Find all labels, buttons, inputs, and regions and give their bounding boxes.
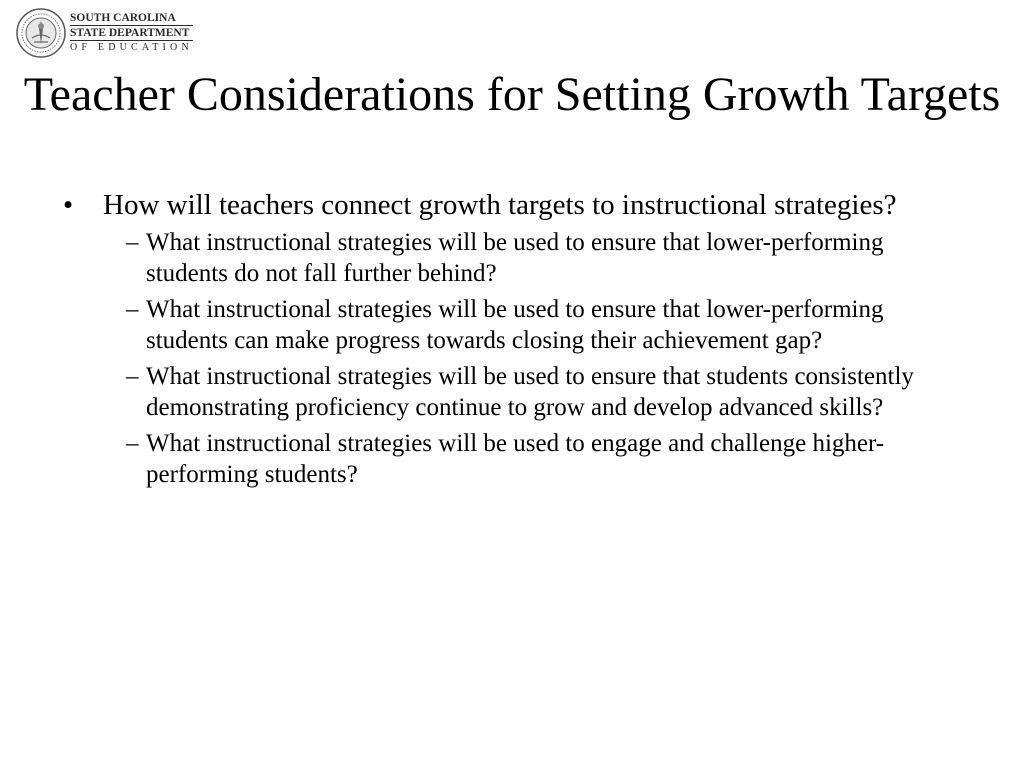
sub-bullet-text: What instructional strategies will be used to ensure that students consistently demonstrating proficiency continue to grow and develop advanced skills? [146,363,914,421]
sub-bullet-text: What instructional strategies will be used to ensure that lower-performing students can make progress towards closing their achievement gap? [146,296,884,354]
slide-title: Teacher Considerations for Setting Growth Targets [23,68,1001,121]
logo-line-2: STATE DEPARTMENT [70,25,193,39]
bullet-marker: • [63,189,74,221]
dash-marker: – [126,296,139,323]
logo-line-3: OF EDUCATION [70,42,193,53]
logo-wordmark [70,12,193,54]
bullet-text: How will teachers connect growth targets to instructional strategies? [103,189,897,221]
sub-bullet-text: What instructional strategies will be used to engage and challenge higher-performing students? [146,430,885,488]
bullet-item [60,188,970,223]
sub-bullet-list [126,227,970,490]
sub-bullet-item [126,428,970,490]
sub-bullet-text: What instructional strategies will be used to ensure that lower-performing students do not fall further behind? [146,229,884,287]
dash-marker: – [126,363,139,390]
sub-bullet-item [126,294,970,356]
dash-marker: – [126,430,139,457]
state-seal-icon [16,8,66,58]
sc-education-logo [16,8,193,58]
logo-line-1: SOUTH CAROLINA [70,12,176,24]
dash-marker: – [126,229,139,256]
slide-body [60,188,970,495]
sub-bullet-item [126,361,970,423]
sub-bullet-item [126,227,970,289]
